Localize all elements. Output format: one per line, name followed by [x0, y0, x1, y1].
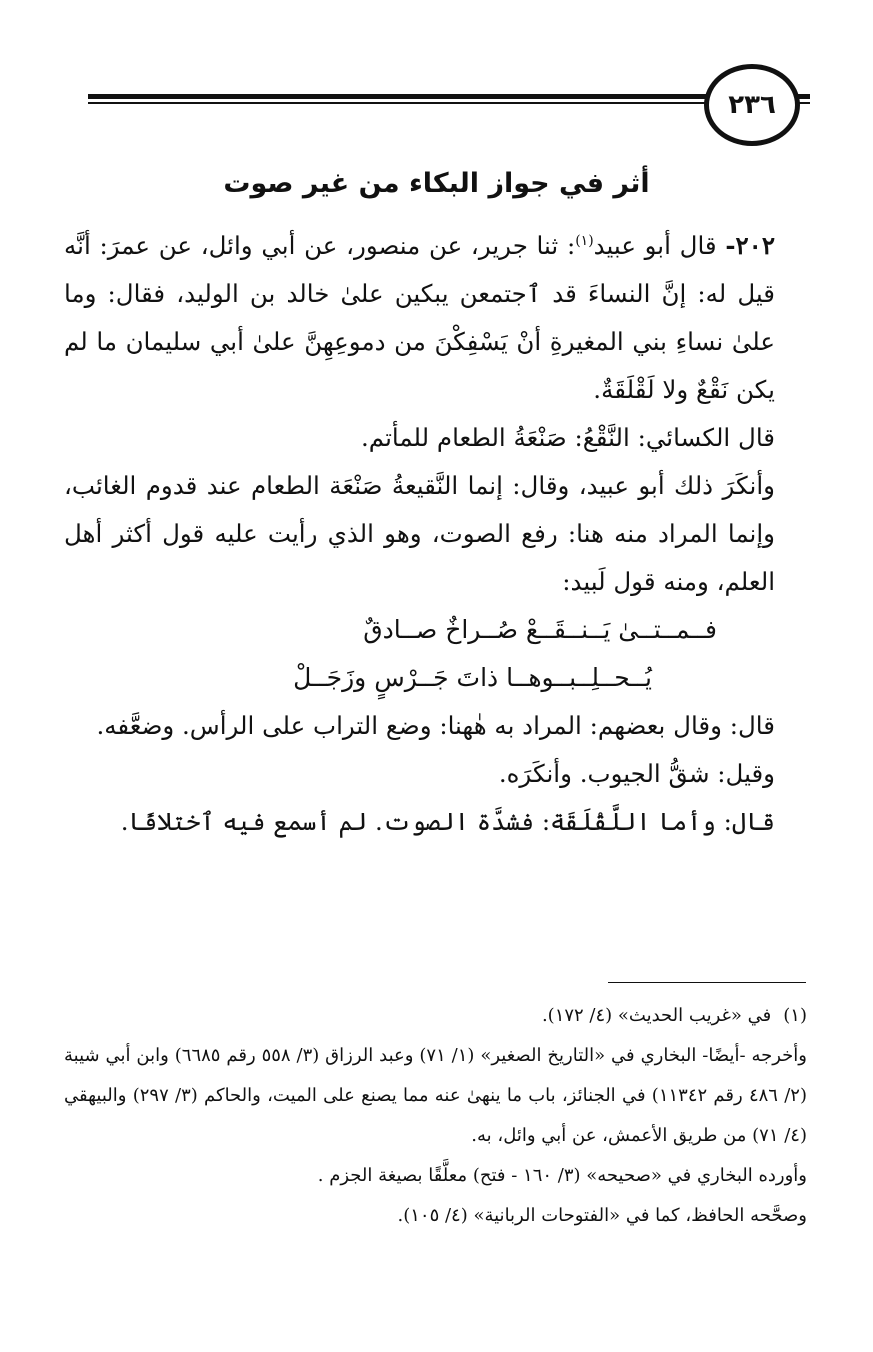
footnote-1-para-2: وأخرجه -أيضًا- البخاري في «التاريخ الصغير» (١/ ٧١) وعبد الرزاق (٣/ ٥٥٨ رقم ٦٦٨٥) وابن أبي شيبة (٢/ ٤٨٦ رقم ١١٣٤٢) في الجنائز، باب ما ينهىٰ عنه مما يصنع على الميت، والحاكم (٣/ ٢٩٧) والبيهقي (٤/ ٧١) من طريق الأعمش، عن أبي وائل، به. [64, 1045, 807, 1146]
paragraph-4: قال: وقال بعضهم: المراد به هٰهنا: وضع التراب على الرأس. وضعَّفه. [96, 711, 775, 740]
main-text [64, 222, 807, 846]
paragraph-3: وأنكَرَ ذلك أبو عبيد، وقال: إنما النَّقيعةُ صَنْعَة الطعام عند قدوم الغائب، وإنما المراد منه هنا: رفع الصوت، وهو الذي رأيت عليه قول أكثر أهل العلم، ومنه قول لَبيد: [64, 471, 775, 596]
header-rule-thin [88, 102, 810, 104]
verse-line-2: يُــحــلِــبــوهــا ذاتَ جَــرْسٍ وزَجَــلْ [293, 663, 652, 692]
header-rule [88, 90, 810, 108]
para1-pre-footnote: قال أبو عبيد [593, 231, 717, 260]
header-rule-thick [88, 94, 810, 99]
paragraph-6: قال: وأما اللَّقْلَقَة: فشدَّة الصوت. لم أسمع فيه ٱختلافًا. [120, 807, 775, 836]
paragraph-2: قال الكسائي: النَّقْعُ: صَنْعَةُ الطعام للمأتم. [361, 423, 775, 452]
poetry-verse [64, 606, 807, 702]
page-number: ٢٣٦ [704, 64, 800, 146]
footnotes [64, 996, 807, 1236]
footnote-1-line-1 [64, 996, 807, 1036]
footnote-1-text: في «غريب الحديث» (٤/ ١٧٢). [541, 1005, 772, 1026]
item-number: ٢٠٢- [725, 231, 775, 260]
footnote-1-marker: (١) [783, 1005, 807, 1026]
paragraph-5: وقيل: شقُّ الجيوب. وأنكَرَه. [498, 759, 775, 788]
footnote-1-para-3: وأورده البخاري في «صحيحه» (٣/ ١٦٠ - فتح) معلَّقًا بصيغة الجزم . [317, 1165, 807, 1186]
paragraph-1 [64, 222, 807, 414]
section-title: أثر في جواز البكاء من غير صوت [223, 168, 650, 199]
footnote-marker[interactable]: (١) [575, 232, 594, 249]
verse-line-1: فــمــتــىٰ يَــنــقَــعْ صُــراخٌ صــادقٌ [363, 615, 717, 644]
footnote-separator [608, 982, 806, 983]
para1-rest: : ثنا جرير، عن منصور، عن أبي وائل، عن عمرَ: أنَّه قيل له: إنَّ النساءَ قد ٱجتمعن يبكين علىٰ خالد بن الوليد، فقال: وما علىٰ نساءِ بني المغيرةِ أنْ يَسْفِكْنَ من دموعِهِنَّ علىٰ أبي سليمان ما لم يكن نَقْعٌ ولا لَقْلَقَةٌ. [64, 231, 775, 404]
footnote-1-para-4: وصحَّحه الحافظ، كما في «الفتوحات الربانية» (٤/ ١٠٥). [397, 1205, 807, 1226]
